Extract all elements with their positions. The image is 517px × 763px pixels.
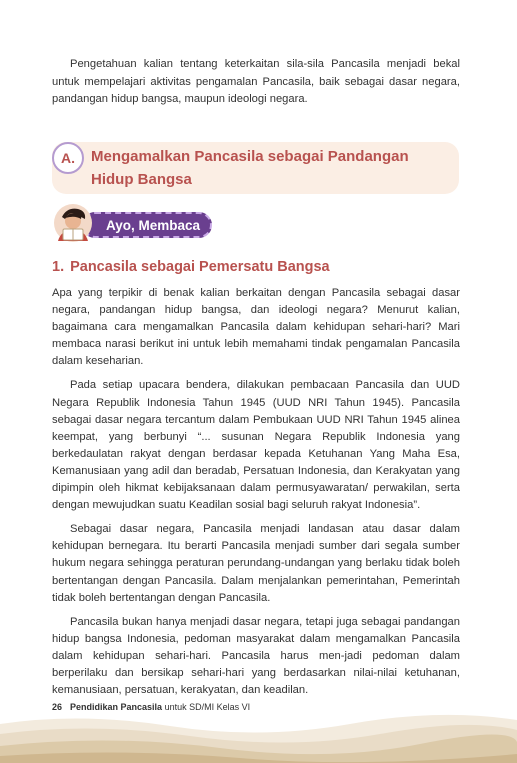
section-letter-badge: A. <box>52 142 84 174</box>
subsection-heading <box>52 259 460 275</box>
activity-label: Ayo, Membaca <box>106 217 201 233</box>
page-number: 26 <box>52 702 63 712</box>
activity-label-pill <box>82 212 212 238</box>
paragraph-3: Sebagai dasar negara, Pancasila menjadi landasan atau dasar dalam kehidupan bernegara. Itu berarti Pancasila menjadi sumber dari segala sumber hukum negara sehingga peraturan perundang-undangan yang berlaku tidak boleh bertentangan dengan Pancasila. Dalam menjalankan pemerintahan, Pemerintah tidak boleh bertentangan dengan Pancasila. <box>52 523 460 604</box>
subsection-title: Pancasila sebagai Pemersatu Bangsa <box>70 259 330 275</box>
intro-paragraph: Pengetahuan kalian tentang keterkaitan sila-sila Pancasila menjadi bekal untuk mempelajari aktivitas pengamalan Pancasila, baik sebagai dasar negara, pandangan hidup bangsa, maupun ideologi negara. <box>52 58 460 105</box>
subsection-number: 1. <box>52 259 65 275</box>
book-title: Pendidikan Pancasila <box>70 702 163 712</box>
paragraph-4: Pancasila bukan hanya menjadi dasar negara, tetapi juga sebagai pandangan hidup bangsa Indonesia, pedoman masyarakat dalam mengamalkan Pancasila dalam kehidupan sehari-hari. Pancasila harus men-jadi pedoman dalam berperilaku dan bersikap sehari-hari yang berdasarkan nilai-nilai ketuhanan, kemanusiaan, persatuan, kerakyatan, dan keadilan. <box>52 615 460 697</box>
paragraph-1: Apa yang terpikir di benak kalian berkaitan dengan Pancasila sebagai dasar negara, pandangan hidup bangsa, dan ideologi negara? Menurut kalian, bagaimana cara mengamalkan Pancasila dalam kehidupan sehari-hari? Mari membaca narasi berikut ini untuk lebih memahami tindak pengamalan Pancasila dalam keseharian. <box>52 287 460 368</box>
book-subtitle: untuk SD/MI Kelas VI <box>162 702 251 712</box>
reading-student-icon <box>53 203 93 243</box>
page-footer <box>52 702 250 712</box>
paragraph-2: Pada setiap upacara bendera, dilakukan pembacaan Pancasila dan UUD Negara Republik Indonesia Tahun 1945 (UUD NRI Tahun 1945). Pancasila sebagai dasar negara tercantum dalam Pembukaan UUD NRI Tahun 1945 alinea keempat, yang berbunyi “... susunan Negara Republik Indonesia yang berkedaulatan rakyat dengan berdasar kepada Ketuhanan Yang Maha Esa, Kemanusiaan yang adil dan beradab, Persatuan Indonesia, dan Kerakyatan yang dipimpin oleh hikmat kebijaksanaan dalam permusyawaratan/ perwakilan, serta dengan mewujudkan suatu Keadilan sosial bagi seluruh rakyat Indonesia”. <box>52 379 460 512</box>
body-text <box>52 285 460 706</box>
decorative-wave-footer <box>0 712 517 763</box>
section-title: Mengamalkan Pancasila sebagai Pandangan Hidup Bangsa <box>91 148 409 188</box>
